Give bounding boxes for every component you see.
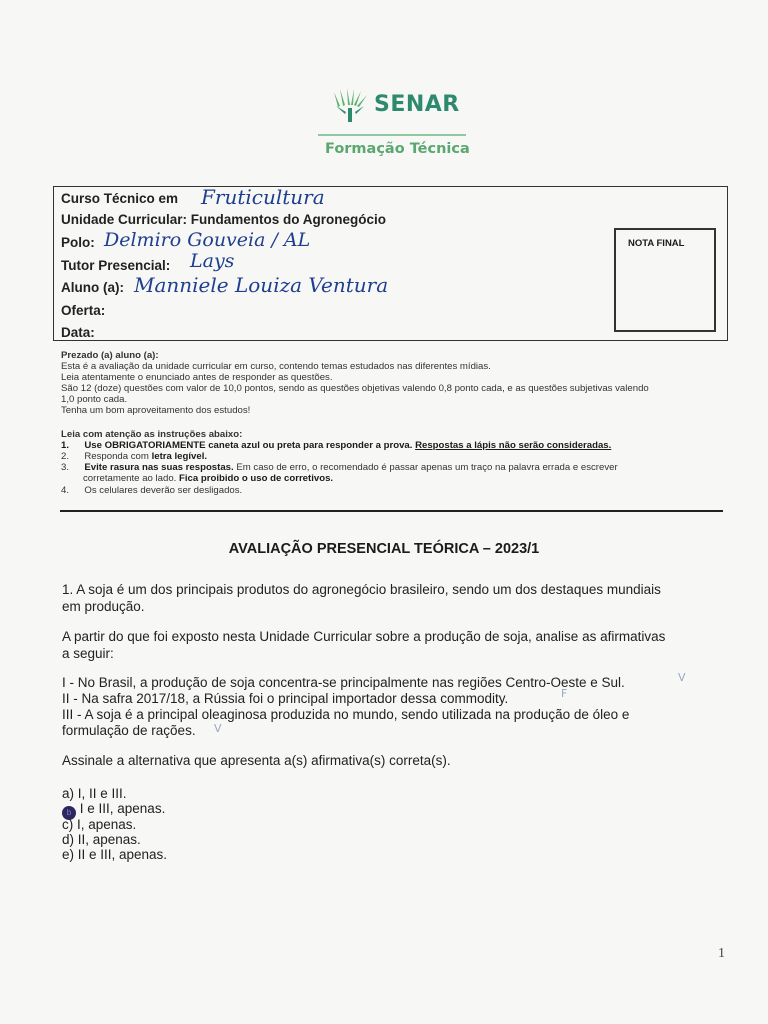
- intro-line: 1,0 ponto cada.: [61, 394, 128, 405]
- statement-2: II - Na safra 2017/18, a Rússia foi o principal importador dessa commodity.: [62, 691, 509, 706]
- instruction-item-4: [61, 485, 242, 496]
- statement-2-mark: F: [561, 687, 568, 700]
- option-b-text: I e III, apenas.: [79, 801, 166, 816]
- greeting: Prezado (a) aluno (a):: [61, 350, 159, 361]
- item-underline-text: Respostas a lápis não serão consideradas.: [415, 440, 612, 451]
- nota-final-box: [614, 228, 716, 332]
- question-1-instruction: Assinale a alternativa que apresenta a(s) afirmativa(s) correta(s).: [62, 753, 451, 768]
- item-text: corretamente ao lado.: [83, 473, 177, 484]
- statement-1: I - No Brasil, a produção de soja concentra-se principalmente nas regiões Centro-Oeste e Sul.: [62, 675, 625, 690]
- instruction-item-2: [61, 451, 207, 462]
- curso-value: Fruticultura: [201, 185, 325, 209]
- intro-line: Tenha um bom aproveitamento dos estudos!: [61, 405, 251, 416]
- aluno-value: Manniele Louiza Ventura: [134, 273, 389, 297]
- item-bold-text: Use OBRIGATORIAMENTE caneta azul ou preta para responder a prova.: [84, 440, 413, 451]
- tutor-value: Lays: [190, 250, 235, 272]
- curso-label: Curso Técnico em: [61, 191, 179, 206]
- section-divider: [60, 510, 723, 512]
- instruction-item-3-cont: [83, 473, 333, 484]
- item-text: Em caso de erro, o recomendado é passar apenas um traço na palavra errada e escrever: [236, 462, 618, 473]
- tutor-label: Tutor Presencial:: [61, 258, 171, 273]
- instruction-item-3: [61, 462, 618, 473]
- page-number: 1: [718, 946, 725, 961]
- statement-3-mark: V: [214, 722, 222, 735]
- header-subtitle: Formação Técnica: [325, 141, 470, 157]
- data-label: Data:: [61, 325, 95, 340]
- leaf-logo-icon: [330, 86, 370, 126]
- logo-wordmark: SENAR: [374, 92, 460, 117]
- header-divider: [318, 134, 466, 136]
- item-text: Responda com: [84, 451, 149, 462]
- nota-final-label: NOTA FINAL: [628, 238, 685, 249]
- senar-logo: [330, 86, 460, 126]
- instruction-item-1: [61, 440, 611, 451]
- option-e[interactable]: e) II e III, apenas.: [62, 847, 168, 862]
- polo-value: Delmiro Gouveia / AL: [104, 229, 311, 251]
- unidade-label: Unidade Curricular: Fundamentos do Agronegócio: [61, 212, 387, 227]
- oferta-label: Oferta:: [61, 303, 106, 318]
- intro-line: São 12 (doze) questões com valor de 10,0 pontos, sendo as questões objetivas valendo 0,8 ponto cada, e as questões subjetivas valendo: [61, 383, 649, 394]
- item-number: 3.: [61, 462, 70, 473]
- question-1-text: em produção.: [62, 599, 145, 614]
- option-c[interactable]: c) I, apenas.: [62, 817, 137, 832]
- question-1-prompt: A partir do que foi exposto nesta Unidade Curricular sobre a produção de soja, analise as afirmativas: [62, 629, 666, 644]
- intro-line: Esta é a avaliação da unidade curricular em curso, contendo temas estudados nas diferentes mídias.: [61, 361, 491, 372]
- statement-3: III - A soja é a principal oleaginosa produzida no mundo, sendo utilizada na produção de óleo e: [62, 707, 630, 722]
- option-a[interactable]: a) I, II e III.: [62, 786, 127, 801]
- item-number: 1.: [61, 440, 70, 451]
- aluno-label: Aluno (a):: [61, 280, 124, 295]
- item-text: Os celulares deverão ser desligados.: [84, 485, 243, 496]
- option-b-letter: b: [66, 808, 72, 817]
- instructions-heading: Leia com atenção as instruções abaixo:: [61, 429, 243, 440]
- intro-line: Leia atentamente o enunciado antes de responder as questões.: [61, 372, 333, 383]
- item-bold-text: letra legível.: [151, 451, 208, 462]
- item-bold-text: Fica proibido o uso de corretivos.: [179, 473, 334, 484]
- polo-label: Polo:: [61, 235, 95, 250]
- question-1-prompt: a seguir:: [62, 646, 114, 661]
- option-d[interactable]: d) II, apenas.: [62, 832, 141, 847]
- item-number: 4.: [61, 485, 70, 496]
- statement-1-mark: V: [678, 671, 686, 684]
- item-number: 2.: [61, 451, 70, 462]
- question-1-text: 1. A soja é um dos principais produtos do agronegócio brasileiro, sendo um dos destaques mundiais: [62, 582, 661, 597]
- exam-title: AVALIAÇÃO PRESENCIAL TEÓRICA – 2023/1: [228, 541, 540, 557]
- statement-3: formulação de rações.: [62, 723, 196, 738]
- item-bold-text: Evite rasura nas suas respostas.: [84, 462, 234, 473]
